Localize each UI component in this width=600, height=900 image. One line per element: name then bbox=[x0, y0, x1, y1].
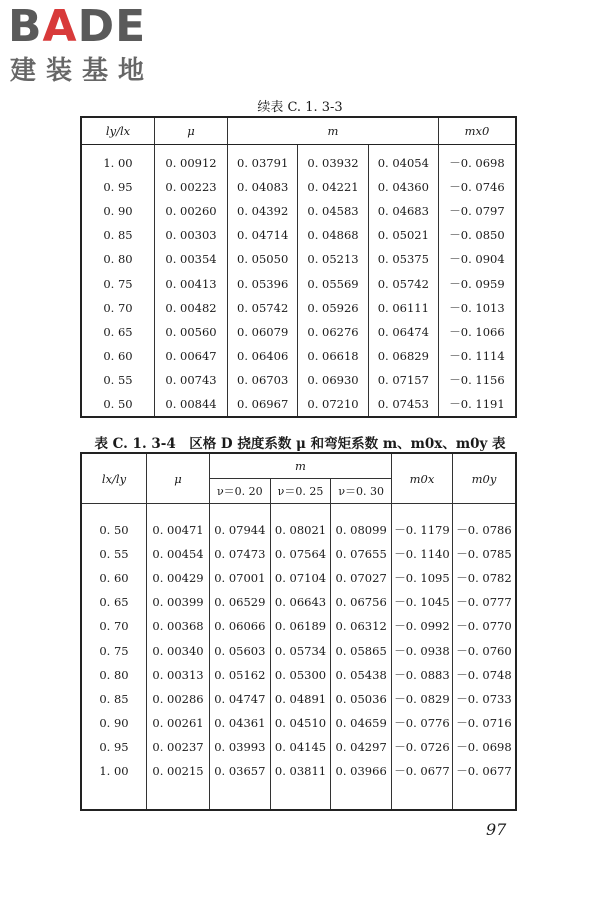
table-cell: 0. 05300 bbox=[270, 663, 331, 687]
table-cell: 0. 55 bbox=[99, 547, 129, 562]
spacer-cell bbox=[81, 783, 147, 810]
table-cell: 0. 70 bbox=[99, 619, 129, 634]
table-cell: 0. 07453 bbox=[368, 392, 438, 417]
table-cell: －0. 1114 bbox=[439, 344, 517, 368]
table-c-1-3-3-continued bbox=[80, 116, 517, 418]
table-cell: －0. 0992 bbox=[392, 614, 453, 638]
table-cell: －0. 0904 bbox=[439, 247, 517, 271]
table-cell: 0. 06406 bbox=[228, 344, 298, 368]
table-cell: 0. 05734 bbox=[270, 638, 331, 662]
table-row bbox=[81, 320, 516, 344]
table-cell: 0. 04510 bbox=[270, 711, 331, 735]
table-row bbox=[81, 175, 516, 199]
table-cell: 0. 00368 bbox=[147, 614, 210, 638]
page-number: 97 bbox=[486, 820, 507, 839]
table-cell: 0. 03993 bbox=[210, 735, 271, 759]
table-cell: 0. 85 bbox=[103, 228, 133, 243]
table-cell: 0. 04221 bbox=[298, 175, 368, 199]
table-cell: －0. 0829 bbox=[392, 687, 453, 711]
table-cell: 0. 00743 bbox=[155, 368, 228, 392]
table-cell: 0. 05865 bbox=[331, 638, 392, 662]
table-cell: 0. 03811 bbox=[270, 759, 331, 783]
table-cell: 0. 07001 bbox=[210, 566, 271, 590]
table-cell: 0. 04868 bbox=[298, 223, 368, 247]
table-cell: 0. 07473 bbox=[210, 542, 271, 566]
table-cell: －0. 0850 bbox=[439, 223, 517, 247]
table-cell: 1. 00 bbox=[103, 156, 133, 171]
table-cell: 0. 00912 bbox=[155, 145, 228, 176]
table-cell: －0. 1140 bbox=[392, 542, 453, 566]
table-row bbox=[81, 711, 516, 735]
table-cell: 0. 60 bbox=[103, 348, 133, 363]
table-cell: 0. 05375 bbox=[368, 247, 438, 271]
table-cell: 0. 07564 bbox=[270, 542, 331, 566]
col-header-my0: m0y bbox=[453, 453, 517, 504]
table-cell: 0. 00560 bbox=[155, 320, 228, 344]
table-cell: 0. 00429 bbox=[147, 566, 210, 590]
table-cell: 0. 75 bbox=[103, 276, 133, 291]
col-header-m: m bbox=[228, 117, 439, 145]
table-row bbox=[81, 614, 516, 638]
table-cell: －0. 0782 bbox=[453, 566, 517, 590]
table-cell: 0. 00413 bbox=[155, 271, 228, 295]
table-cell: 0. 05742 bbox=[368, 271, 438, 295]
table-row bbox=[81, 296, 516, 320]
table-cell: －0. 1013 bbox=[439, 296, 517, 320]
table-cell: －0. 1179 bbox=[392, 518, 453, 542]
table-row bbox=[81, 735, 516, 759]
spacer-cell bbox=[210, 504, 271, 519]
table-cell: 0. 00647 bbox=[155, 344, 228, 368]
table-cell: 0. 00303 bbox=[155, 223, 228, 247]
table-cell: 0. 04145 bbox=[270, 735, 331, 759]
table-cell: 0. 05036 bbox=[331, 687, 392, 711]
table1-caption: 续表 C. 1. 3-3 bbox=[257, 100, 343, 115]
table-cell: 0. 07210 bbox=[298, 392, 368, 417]
table-cell: 0. 07104 bbox=[270, 566, 331, 590]
table-cell: 0. 08099 bbox=[331, 518, 392, 542]
table-cell: 0. 00261 bbox=[147, 711, 210, 735]
table-row bbox=[81, 247, 516, 271]
table-cell: 0. 06079 bbox=[228, 320, 298, 344]
table-cell: 0. 80 bbox=[103, 252, 133, 267]
col-header-mu: μ bbox=[147, 453, 210, 504]
table-cell: 0. 05396 bbox=[228, 271, 298, 295]
table-cell: 0. 00454 bbox=[147, 542, 210, 566]
table-cell: －0. 0698 bbox=[439, 145, 517, 176]
table-cell: －0. 0883 bbox=[392, 663, 453, 687]
table-row bbox=[81, 199, 516, 223]
table-row bbox=[81, 590, 516, 614]
table-row bbox=[81, 368, 516, 392]
table-cell: 0. 04683 bbox=[368, 199, 438, 223]
spacer-cell bbox=[210, 783, 271, 810]
col-header-mx0: mx0 bbox=[439, 117, 517, 145]
table-cell: 0. 05021 bbox=[368, 223, 438, 247]
table-cell: －0. 0726 bbox=[392, 735, 453, 759]
table-cell: 0. 85 bbox=[99, 691, 129, 706]
table-cell: 0. 06066 bbox=[210, 614, 271, 638]
spacer-cell bbox=[453, 504, 517, 519]
table-cell: 0. 00482 bbox=[155, 296, 228, 320]
table-cell: 0. 06618 bbox=[298, 344, 368, 368]
table-cell: 1. 00 bbox=[99, 763, 129, 778]
table-cell: 0. 50 bbox=[99, 523, 129, 538]
table-row bbox=[81, 392, 516, 417]
table-cell: 0. 60 bbox=[99, 571, 129, 586]
table-row bbox=[81, 223, 516, 247]
table-cell: －0. 0785 bbox=[453, 542, 517, 566]
table-cell: 0. 07655 bbox=[331, 542, 392, 566]
col-header-ratio: ly/lx bbox=[81, 117, 155, 145]
table-cell: －0. 0786 bbox=[453, 518, 517, 542]
table-row bbox=[81, 687, 516, 711]
table-cell: －0. 0760 bbox=[453, 638, 517, 662]
col-header-ratio: lx/ly bbox=[81, 453, 147, 504]
table-cell: 0. 03791 bbox=[228, 145, 298, 176]
table-cell: 0. 05162 bbox=[210, 663, 271, 687]
table-cell: 0. 06703 bbox=[228, 368, 298, 392]
table-cell: 0. 50 bbox=[103, 396, 133, 411]
col-header-m: m bbox=[210, 453, 392, 479]
table-cell: －0. 0677 bbox=[453, 759, 517, 783]
table-row bbox=[81, 542, 516, 566]
table-cell: 0. 05438 bbox=[331, 663, 392, 687]
table-cell: 0. 06829 bbox=[368, 344, 438, 368]
logo-subtitle: 建装基地 bbox=[10, 56, 155, 86]
table-row bbox=[81, 344, 516, 368]
table-cell: 0. 00340 bbox=[147, 638, 210, 662]
spacer-cell bbox=[392, 783, 453, 810]
bade-logo bbox=[8, 1, 178, 86]
table-cell: －0. 0776 bbox=[392, 711, 453, 735]
table-cell: 0. 04659 bbox=[331, 711, 392, 735]
table-cell: 0. 04297 bbox=[331, 735, 392, 759]
table-cell: －0. 0748 bbox=[453, 663, 517, 687]
table-cell: 0. 07157 bbox=[368, 368, 438, 392]
table-row bbox=[81, 271, 516, 295]
table-cell: －0. 0677 bbox=[392, 759, 453, 783]
table-cell: －0. 1045 bbox=[392, 590, 453, 614]
spacer-cell bbox=[270, 783, 331, 810]
table-cell: 0. 95 bbox=[99, 739, 129, 754]
table-cell: －0. 0777 bbox=[453, 590, 517, 614]
table-cell: 0. 00313 bbox=[147, 663, 210, 687]
table-cell: 0. 80 bbox=[99, 667, 129, 682]
spacer-cell bbox=[331, 504, 392, 519]
table-cell: 0. 75 bbox=[99, 643, 129, 658]
table-cell: 0. 04714 bbox=[228, 223, 298, 247]
table-cell: －0. 0698 bbox=[453, 735, 517, 759]
table-cell: －0. 0770 bbox=[453, 614, 517, 638]
table-cell: 0. 04360 bbox=[368, 175, 438, 199]
table-cell: 0. 03932 bbox=[298, 145, 368, 176]
spacer-cell bbox=[453, 783, 517, 810]
table-cell: 0. 06276 bbox=[298, 320, 368, 344]
table-cell: 0. 05569 bbox=[298, 271, 368, 295]
table-cell: 0. 00215 bbox=[147, 759, 210, 783]
table-cell: 0. 00471 bbox=[147, 518, 210, 542]
table-cell: 0. 06189 bbox=[270, 614, 331, 638]
spacer-row bbox=[81, 783, 516, 810]
table-cell: －0. 1066 bbox=[439, 320, 517, 344]
table2-caption: 表 C. 1. 3-4 区格 D 挠度系数 μ 和弯矩系数 m、m0x、m0y 表 bbox=[94, 436, 506, 452]
table-cell: 0. 06756 bbox=[331, 590, 392, 614]
table-cell: 0. 06930 bbox=[298, 368, 368, 392]
table-cell: －0. 0938 bbox=[392, 638, 453, 662]
table2-body bbox=[81, 504, 516, 811]
table-cell: 0. 03657 bbox=[210, 759, 271, 783]
table-cell: 0. 06474 bbox=[368, 320, 438, 344]
table-cell: 0. 04083 bbox=[228, 175, 298, 199]
table-cell: 0. 05603 bbox=[210, 638, 271, 662]
table-cell: 0. 04392 bbox=[228, 199, 298, 223]
table-cell: －0. 0733 bbox=[453, 687, 517, 711]
table-cell: 0. 00399 bbox=[147, 590, 210, 614]
table-row bbox=[81, 638, 516, 662]
spacer-row bbox=[81, 504, 516, 519]
table-cell: 0. 06643 bbox=[270, 590, 331, 614]
table-cell: 0. 55 bbox=[103, 372, 133, 387]
table-cell: 0. 04361 bbox=[210, 711, 271, 735]
table-cell: 0. 04747 bbox=[210, 687, 271, 711]
table-cell: －0. 0716 bbox=[453, 711, 517, 735]
table-cell: 0. 04583 bbox=[298, 199, 368, 223]
table-cell: －0. 1095 bbox=[392, 566, 453, 590]
table-cell: －0. 0797 bbox=[439, 199, 517, 223]
col-header-nu-025: ν＝0. 25 bbox=[270, 479, 331, 504]
table-cell: 0. 08021 bbox=[270, 518, 331, 542]
table-row bbox=[81, 145, 516, 176]
table-cell: 0. 06967 bbox=[228, 392, 298, 417]
table-cell: 0. 90 bbox=[99, 715, 129, 730]
table-cell: －0. 1156 bbox=[439, 368, 517, 392]
table-row bbox=[81, 759, 516, 783]
table-cell: －0. 0746 bbox=[439, 175, 517, 199]
table-cell: 0. 05213 bbox=[298, 247, 368, 271]
spacer-cell bbox=[392, 504, 453, 519]
table-cell: 0. 00237 bbox=[147, 735, 210, 759]
table-cell: 0. 06312 bbox=[331, 614, 392, 638]
col-header-nu-020: ν＝0. 20 bbox=[210, 479, 271, 504]
table-cell: 0. 95 bbox=[103, 180, 133, 195]
table-cell: 0. 06529 bbox=[210, 590, 271, 614]
spacer-cell bbox=[81, 504, 147, 519]
table-row bbox=[81, 566, 516, 590]
table-cell: 0. 05050 bbox=[228, 247, 298, 271]
logo-wordmark: BADE bbox=[8, 1, 147, 52]
col-header-nu-030: ν＝0. 30 bbox=[331, 479, 392, 504]
table-cell: 0. 00223 bbox=[155, 175, 228, 199]
table-cell: 0. 06111 bbox=[368, 296, 438, 320]
table-cell: －0. 1191 bbox=[439, 392, 517, 417]
table-cell: 0. 05926 bbox=[298, 296, 368, 320]
table-cell: 0. 04054 bbox=[368, 145, 438, 176]
table1-body bbox=[81, 145, 516, 418]
table-cell: 0. 07944 bbox=[210, 518, 271, 542]
spacer-cell bbox=[331, 783, 392, 810]
table-cell: 0. 65 bbox=[99, 595, 129, 610]
table-cell: 0. 00354 bbox=[155, 247, 228, 271]
table-c-1-3-4 bbox=[80, 452, 517, 811]
table-cell: 0. 70 bbox=[103, 300, 133, 315]
col-header-mx0: m0x bbox=[392, 453, 453, 504]
col-header-mu: μ bbox=[155, 117, 228, 145]
table-cell: 0. 05742 bbox=[228, 296, 298, 320]
table-cell: 0. 65 bbox=[103, 324, 133, 339]
table-cell: 0. 00286 bbox=[147, 687, 210, 711]
table-row bbox=[81, 518, 516, 542]
table-cell: 0. 00260 bbox=[155, 199, 228, 223]
spacer-cell bbox=[147, 783, 210, 810]
table-row bbox=[81, 663, 516, 687]
spacer-cell bbox=[147, 504, 210, 519]
table-cell: 0. 90 bbox=[103, 204, 133, 219]
spacer-cell bbox=[270, 504, 331, 519]
table-cell: 0. 04891 bbox=[270, 687, 331, 711]
table-cell: 0. 03966 bbox=[331, 759, 392, 783]
table-cell: 0. 07027 bbox=[331, 566, 392, 590]
table-cell: －0. 0959 bbox=[439, 271, 517, 295]
table-cell: 0. 00844 bbox=[155, 392, 228, 417]
